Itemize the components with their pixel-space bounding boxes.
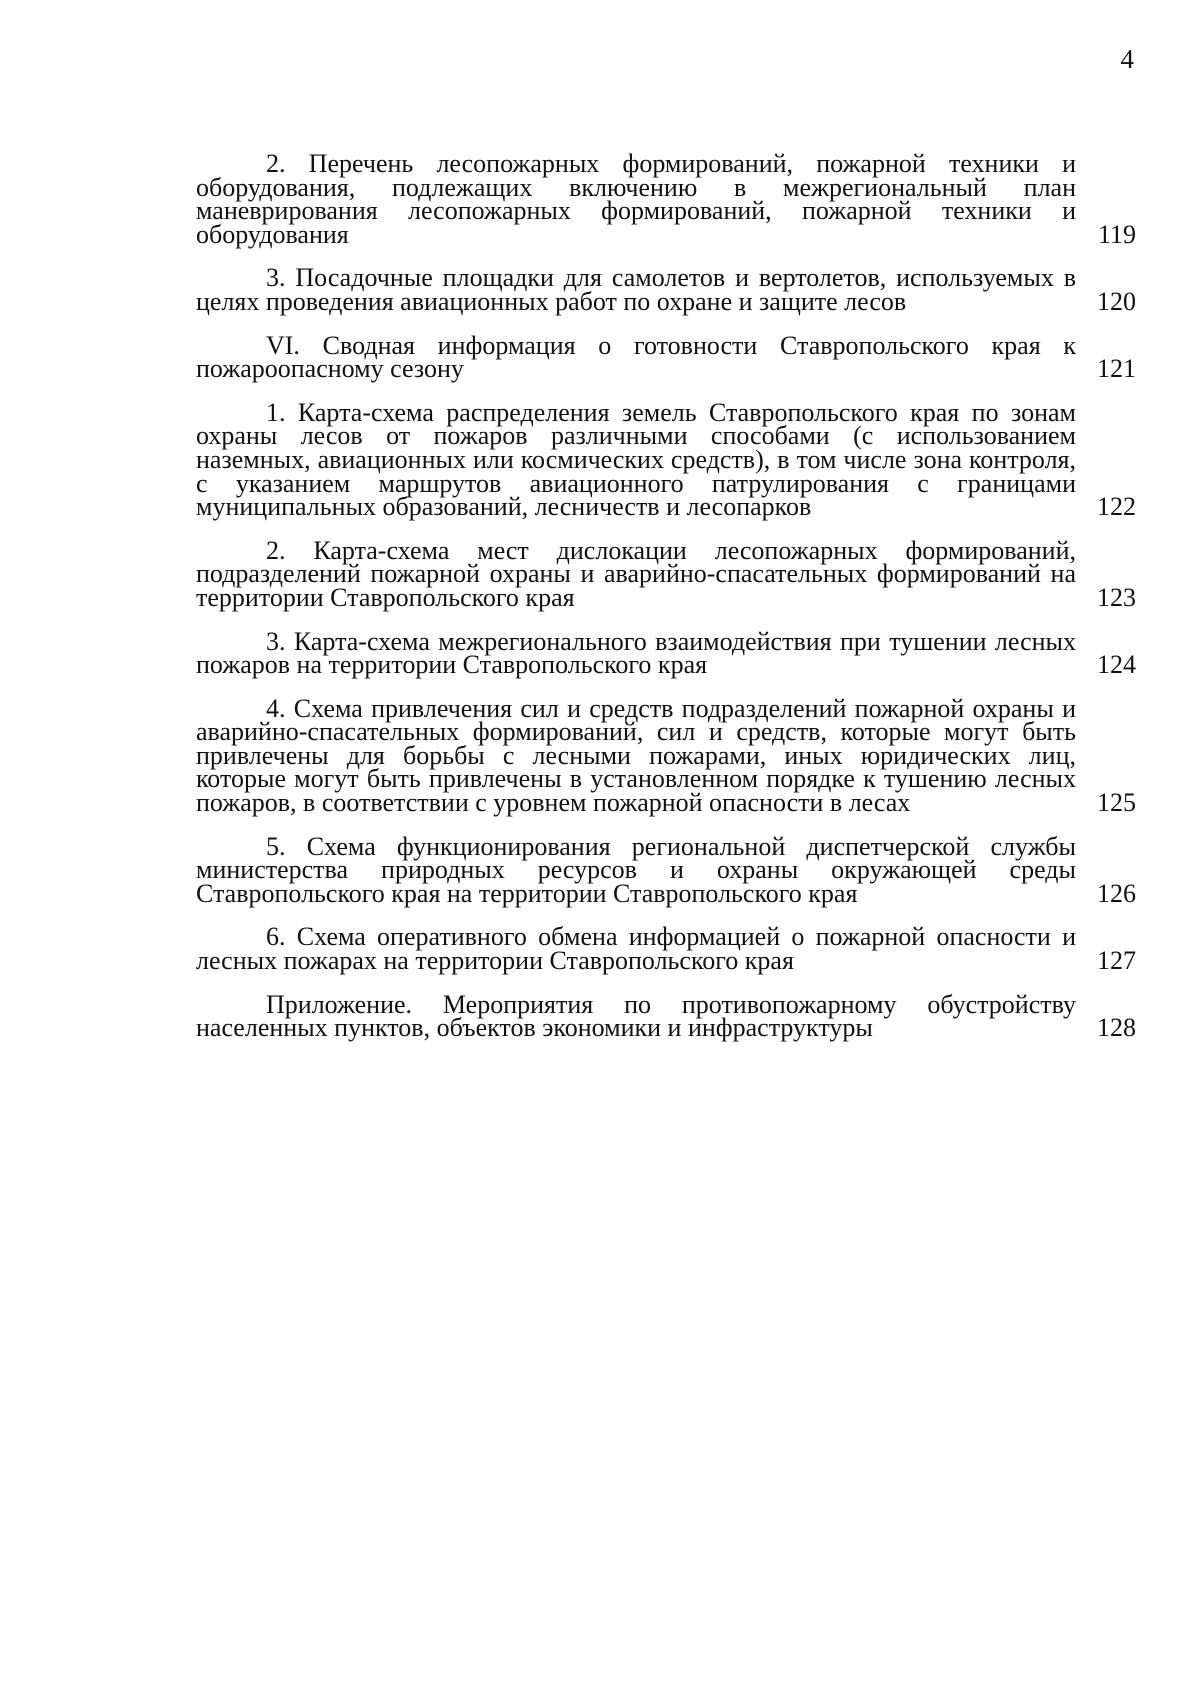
toc-entry-page: 128 [1097, 1013, 1136, 1043]
toc-entry [196, 149, 1136, 249]
toc-entry-title: 1. Карта-схема распределения земель Ставропольского края по зонам охраны лесов от пожаров различными способами (с использованием наземных, авиационных или космических средств), в том числе зона контроля, с указанием маршрутов авиационного патрулирования с границами муниципальных образований, лесничеств и лесопарков [196, 397, 1076, 522]
toc-entry-page: 124 [1097, 650, 1136, 680]
toc-entry-title: 3. Посадочные площадки для самолетов и вертолетов, используемых в целях проведения авиационных работ по охране и защите лесов [196, 263, 1076, 316]
toc-entry [196, 330, 1136, 384]
toc-entry-page: 125 [1097, 788, 1136, 818]
toc-entry-title: 3. Карта-схема межрегионального взаимодействия при тушении лесных пожаров на территории Ставропольского края [196, 626, 1076, 680]
toc-entry [196, 831, 1136, 908]
toc-entry [196, 263, 1136, 316]
toc-entry-page: 121 [1097, 354, 1136, 384]
toc-entry [196, 397, 1136, 522]
toc-entry-page: 119 [1097, 219, 1136, 249]
toc-entry-title: 2. Перечень лесопожарных формирований, пожарной техники и оборудования, подлежащих включению в межрегиональный план маневрирования лесопожарных формирований, пожарной техники и оборудования [196, 149, 1076, 249]
page-number: 4 [1120, 44, 1134, 74]
toc-entry-page: 123 [1097, 582, 1136, 612]
toc-entry-title: VI. Сводная информация о готовности Ставропольского края к пожароопасному сезону [196, 330, 1076, 384]
toc-entry-page: 122 [1097, 492, 1136, 522]
toc-entry [196, 626, 1136, 680]
toc-entry-title: 4. Схема привлечения сил и средств подразделений пожарной охраны и аварийно-спасательных формирований, сил и средств, которые могут быть привлечены для борьбы с лесными пожарами, иных юридических лиц, которые могут быть привлечены в установленном порядке к тушению лесных пожаров, в соответствии с уровнем пожарной опасности в лесах [196, 693, 1076, 818]
toc-entry-title: 2. Карта-схема мест дислокации лесопожарных формирований, подразделений пожарной охраны и аварийно-спасательных формирований на территории Ставропольского края [196, 535, 1076, 612]
toc-entry [196, 989, 1136, 1043]
toc-entry [196, 693, 1136, 818]
toc-entry-title: Приложение. Мероприятия по противопожарному обустройству населенных пунктов, объектов экономики и инфраструктуры [196, 989, 1076, 1043]
toc-entry-page: 127 [1097, 946, 1136, 976]
toc-entry-page: 120 [1097, 286, 1136, 316]
toc-entry-page: 126 [1097, 878, 1136, 908]
toc-entry-title: 5. Схема функционирования региональной диспетчерской службы министерства природных ресурсов и охраны окружающей среды Ставропольского края на территории Ставропольского края [196, 831, 1076, 908]
toc-entry [196, 535, 1136, 612]
toc-entry-title: 6. Схема оперативного обмена информацией о пожарной опасности и лесных пожарах на территории Ставропольского края [196, 922, 1076, 976]
toc-entry [196, 922, 1136, 976]
table-of-contents [196, 149, 1136, 1060]
